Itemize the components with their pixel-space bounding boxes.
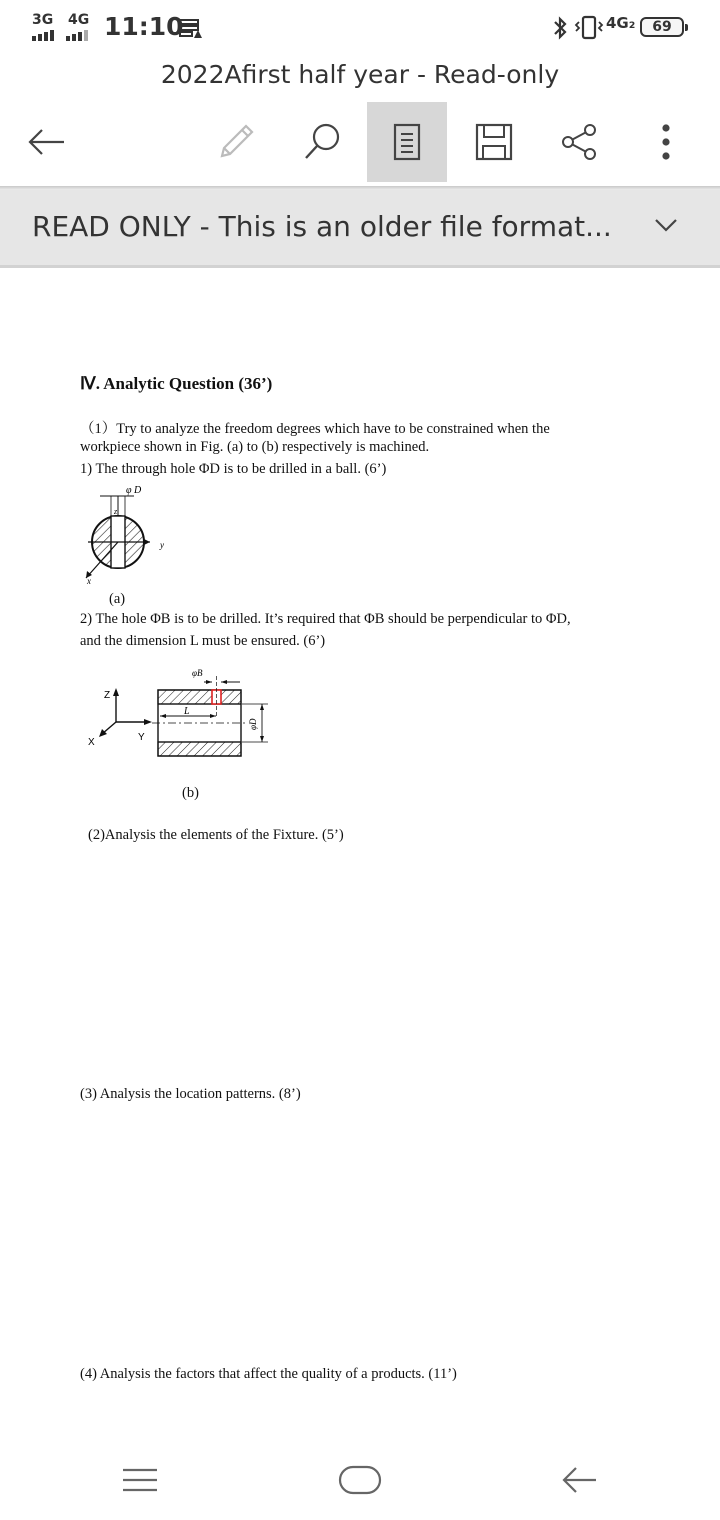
network-type-3: 4G₂ bbox=[606, 14, 636, 32]
fig-a-d-label: φ D bbox=[126, 485, 142, 496]
battery-icon: 69 bbox=[640, 17, 684, 37]
toolbar bbox=[0, 100, 720, 186]
more-vertical-icon bbox=[660, 122, 672, 162]
figure-a-ball bbox=[78, 482, 178, 588]
pencil-icon bbox=[214, 120, 258, 164]
fig-b-axis-y: Y bbox=[138, 732, 145, 743]
search-icon bbox=[300, 120, 344, 164]
fig-a-y-label: y bbox=[160, 540, 164, 550]
document-title: 2022Afirst half year - Read-only bbox=[160, 60, 560, 89]
data-saver-icon bbox=[178, 18, 202, 40]
question-4-text: (4) Analysis the factors that affect the quality of a products. (11’) bbox=[80, 1366, 457, 1382]
share-button[interactable] bbox=[540, 102, 620, 182]
back-icon bbox=[560, 1465, 600, 1495]
edit-button[interactable] bbox=[196, 102, 276, 182]
more-options-button[interactable] bbox=[626, 102, 706, 182]
figure-b-workpiece bbox=[82, 664, 282, 764]
system-nav-bar bbox=[0, 1450, 720, 1520]
fig-b-axis-z: Z bbox=[104, 690, 111, 701]
fig-a-z-label: z bbox=[114, 507, 118, 516]
question-1-item-1: 1) The through hole ΦD is to be drilled in a ball. (6’) bbox=[80, 461, 387, 477]
question-2-text: (2)Analysis the elements of the Fixture. (5’) bbox=[88, 827, 344, 843]
bluetooth-icon bbox=[552, 14, 568, 42]
back-button[interactable] bbox=[6, 102, 86, 182]
question-1-text-line-1: （1）Try to analyze the freedom degrees which have to be constrained when the bbox=[80, 421, 550, 437]
question-1-item-2-line-2: and the dimension L must be ensured. (6’) bbox=[80, 633, 326, 649]
home-icon bbox=[338, 1464, 382, 1496]
question-1-item-2-line-1: 2) The hole ΦB is to be drilled. It’s required that ΦB should be perpendicular to ΦD, bbox=[80, 611, 571, 627]
figure-a-caption: (a) bbox=[109, 591, 126, 607]
question-3-text: (3) Analysis the location patterns. (8’) bbox=[80, 1086, 301, 1102]
back-arrow-icon bbox=[24, 124, 68, 160]
network-type-1: 3G bbox=[32, 12, 54, 28]
read-only-banner[interactable] bbox=[0, 190, 720, 268]
fig-a-x-label: x bbox=[87, 576, 91, 586]
reading-view-button[interactable] bbox=[367, 102, 447, 182]
signal-icon-1 bbox=[32, 30, 54, 41]
vibrate-icon bbox=[574, 14, 604, 42]
clock: 11:10 bbox=[104, 12, 184, 41]
reading-view-icon bbox=[392, 122, 422, 162]
chevron-down-icon[interactable] bbox=[650, 210, 682, 242]
figure-b-caption: (b) bbox=[182, 785, 199, 801]
banner-text: READ ONLY - This is an older file format... bbox=[32, 210, 612, 243]
home-button[interactable] bbox=[330, 1458, 390, 1502]
signal-icon-2 bbox=[66, 30, 88, 41]
save-button[interactable] bbox=[454, 102, 534, 182]
fig-b-l-label: L bbox=[184, 706, 190, 717]
menu-lines-icon bbox=[120, 1465, 160, 1495]
fig-b-b-label: φB bbox=[192, 668, 203, 678]
recent-apps-button[interactable] bbox=[110, 1458, 170, 1502]
fig-b-axis-x: X bbox=[88, 737, 95, 748]
fig-b-d-label: φD bbox=[248, 718, 258, 730]
network-type-2: 4G bbox=[68, 12, 90, 28]
save-icon bbox=[474, 122, 514, 162]
status-bar bbox=[0, 0, 720, 56]
search-button[interactable] bbox=[282, 102, 362, 182]
section-heading: Ⅳ. Analytic Question (36’) bbox=[80, 374, 273, 393]
share-icon bbox=[560, 122, 600, 162]
question-1-text-line-2: workpiece shown in Fig. (a) to (b) respectively is machined. bbox=[80, 439, 430, 455]
nav-back-button[interactable] bbox=[550, 1458, 610, 1502]
